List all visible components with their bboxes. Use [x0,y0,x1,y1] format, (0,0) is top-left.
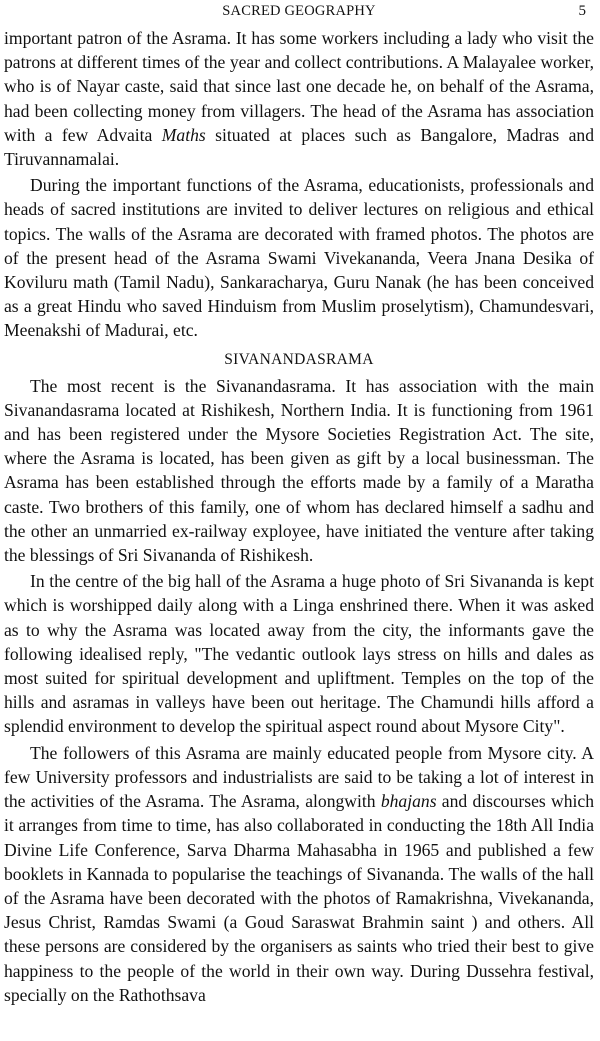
paragraph [4,741,594,1007]
body-text [4,26,594,1007]
italic-term: Maths [161,124,206,145]
running-head [4,0,594,26]
paragraph-text: The followers of this Asrama are mainly educated people from Mysore city. A few University professors and industrialists are said to be taking a lot of interest in the activities of the Asrama. The Asrama, alongwith [4,742,594,812]
italic-term: bhajans [380,791,437,812]
paragraph-text: and discourses which it arranges from time to time, has also collaborated in conducting the 18th All India Divine Life Conference, Sarva Dharma Mahasabha in 1965 and published a few booklets in Kannada to popularise the teachings of Sivananda. The walls of the hall of the Asrama have been decorated with the photos of Ramakrishna, Vivekananda, Jesus Christ, Ramdas Swami (a Goud Saraswat Brahmin saint ) and others. All these persons are considered by the organisers as saints who tried their best to give happiness to the people of the world in their own way. During Dussehra festival, specially on the Rathothsava [4,791,595,1005]
section-heading: SIVANANDASRAMA [224,350,374,368]
paragraph-text: important patron of the Asrama. It has some workers including a lady who visit the patrons at different times of the year and collect contributions. A Malayalee worker, who is of Nayar caste, said that since last one decade he, on behalf of the Asrama, had been collecting money from villagers. The head of the Asrama has association with a few Advaita [4,28,594,145]
paragraph [4,569,594,738]
paragraphs-before [4,26,594,343]
paragraphs-after [4,374,594,1007]
paragraph [4,26,594,171]
paragraph [4,374,594,568]
paragraph-text: The most recent is the Sivanandasrama. It has association with the main Sivanandasrama located at Rishikesh, Northern India. It is functioning from 1961 and has been registered under the Mysore Societies Registration Act. The site, where the Asrama is located, has been given as gift by a local businessman. The Asrama has been established through the efforts made by a family of a Maratha caste. Two brothers of this family, one of whom has declared himself a sadhu and the other an unmarried ex-railway exployee, have initiated the venture after taking the blessings of Sri Sivananda of Rishikesh. [4,375,594,566]
paragraph-text: In the centre of the big hall of the Asrama a huge photo of Sri Sivananda is kept which is worshipped daily along with a Linga enshrined there. When it was asked as to why the Asrama was located away from the city, the informants gave the following idealised reply, "The vedantic outlook lays stress on hills and dales as most suited for spiritual development and upliftment. Temples on the top of the hills and asramas in valleys have been out heritage. The Chamundi hills afford a splendid environment to develop the spiritual aspect round about Mysore City". [4,571,594,737]
page-number: 5 [578,3,586,19]
paragraph-text: During the important functions of the Asrama, educationists, professionals and heads of sacred institutions are invited to deliver lectures on religious and ethical topics. The walls of the Asrama are decorated with framed photos. The photos are of the present head of the Asrama Swami Vivekananda, Veera Jnana Desika of Koviluru math (Tamil Nadu), Sankaracharya, Guru Nanak (he has been conceived as a great Hindu who saved Hinduism from Muslim proselytism), Chamundesvari, Meenakshi of Madurai, etc. [4,175,594,341]
running-head-title: SACRED GEOGRAPHY [222,3,376,19]
paragraph [4,173,594,342]
paragraph-text: situated at places such as Bangalore, Madras and Tiruvannamalai. [4,124,594,170]
